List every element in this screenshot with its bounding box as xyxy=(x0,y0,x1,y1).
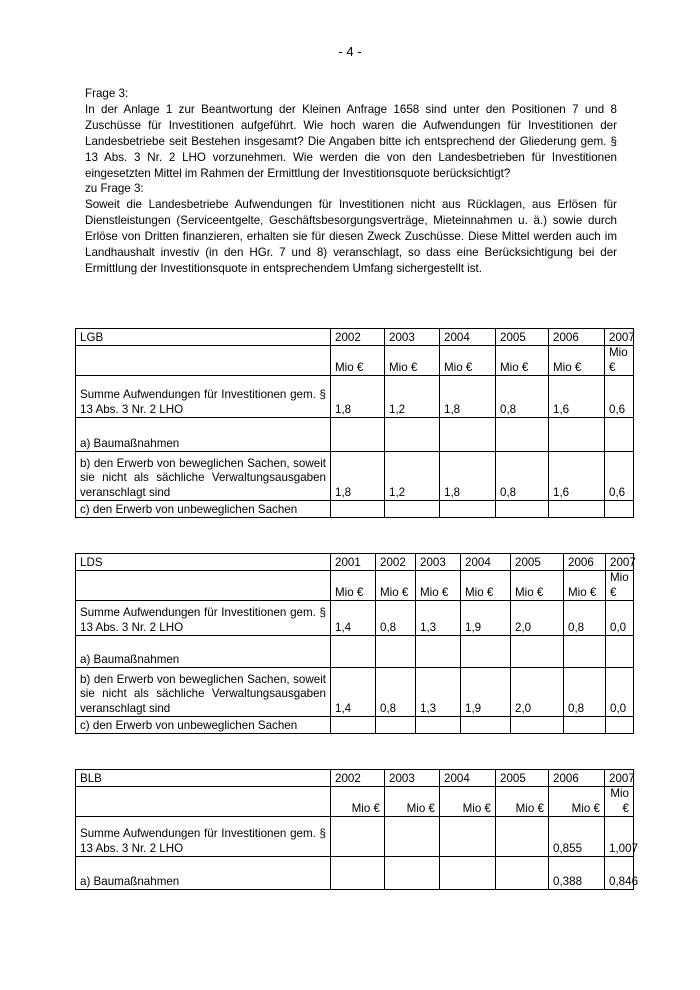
value-cell xyxy=(331,857,385,890)
row-label: b) den Erwerb von beweglichen Sachen, soweit sie nicht als sächliche Verwaltungsausgaben veranschlagt sind xyxy=(76,452,331,501)
row-label: c) den Erwerb von unbeweglichen Sachen xyxy=(76,717,331,734)
year-cell: 2002 xyxy=(376,554,416,571)
unit-cell: Mio € xyxy=(440,346,496,376)
value-cell xyxy=(496,501,549,518)
unit-cell: Mio € xyxy=(605,346,634,376)
table-title: LGB xyxy=(76,329,331,346)
year-cell: 2007 xyxy=(605,329,634,346)
value-cell: 1,9 xyxy=(461,601,511,636)
value-cell xyxy=(605,418,634,452)
unit-cell: Mio € xyxy=(385,787,440,817)
year-cell: 2003 xyxy=(385,329,440,346)
table-title: BLB xyxy=(76,770,331,787)
value-cell xyxy=(606,717,634,734)
answer-heading: zu Frage 3: xyxy=(85,182,144,196)
table-header-row xyxy=(76,329,634,346)
unit-row xyxy=(76,346,634,376)
value-cell xyxy=(440,501,496,518)
unit-cell: Mio € xyxy=(496,787,549,817)
table-header-row xyxy=(76,554,634,571)
value-cell xyxy=(331,717,376,734)
row-label: b) den Erwerb von beweglichen Sachen, soweit sie nicht als sächliche Verwaltungsausgaben veranschlagt sind xyxy=(76,668,331,717)
question-body: In der Anlage 1 zur Beantwortung der Kleinen Anfrage 1658 sind unter den Positionen 7 und 8 Zuschüsse für Investitionen aufgeführt. Wie hoch waren die Aufwendungen für Investitionen der Landesbetriebe seit Bestehen insgesamt? Die Angaben bitte ich entsprechend der Gliederung gem. § 13 Abs. 3 Nr. 2 LHO vorzunehmen. Wie werden die von den Landesbetrieben für Investitionen eingesetzten Mittel im Rahmen der Ermittlung der Investitionsquote berücksichtigt? xyxy=(85,102,617,180)
value-cell: 0,8 xyxy=(564,601,606,636)
value-cell: 1,8 xyxy=(440,452,496,501)
year-cell: 2005 xyxy=(496,770,549,787)
question-heading: Frage 3: xyxy=(85,87,129,100)
year-cell: 2001 xyxy=(331,554,376,571)
unit-cell: Mio € xyxy=(376,571,416,601)
value-cell xyxy=(440,857,496,890)
value-cell xyxy=(496,418,549,452)
table-row xyxy=(76,418,634,452)
year-cell: 2003 xyxy=(385,770,440,787)
unit-cell: Mio € xyxy=(440,787,496,817)
row-label: Summe Aufwendungen für Investitionen gem. § 13 Abs. 3 Nr. 2 LHO xyxy=(76,817,331,857)
value-cell xyxy=(385,817,440,857)
value-cell xyxy=(385,418,440,452)
value-cell: 0,6 xyxy=(605,376,634,418)
value-cell: 1,2 xyxy=(385,452,440,501)
value-cell xyxy=(606,636,634,668)
table-row xyxy=(76,717,634,734)
row-label: a) Baumaßnahmen xyxy=(76,636,331,668)
value-cell: 0,0 xyxy=(606,668,634,717)
row-label: c) den Erwerb von unbeweglichen Sachen xyxy=(76,501,331,518)
table-row xyxy=(76,452,634,501)
value-cell: 1,9 xyxy=(461,668,511,717)
year-cell: 2003 xyxy=(416,554,461,571)
table-row xyxy=(76,668,634,717)
value-cell xyxy=(564,636,606,668)
value-cell: 0,388 xyxy=(549,857,605,890)
value-cell: 1,8 xyxy=(331,376,385,418)
year-cell: 2002 xyxy=(331,329,385,346)
year-cell: 2004 xyxy=(461,554,511,571)
value-cell: 1,3 xyxy=(416,668,461,717)
table-title: LDS xyxy=(76,554,331,571)
value-cell: 0,8 xyxy=(496,376,549,418)
unit-cell: Mio € xyxy=(511,571,564,601)
unit-cell: Mio € xyxy=(605,787,634,817)
lgb-table xyxy=(75,328,634,518)
unit-cell: Mio € xyxy=(564,571,606,601)
value-cell: 1,6 xyxy=(549,452,605,501)
year-cell: 2002 xyxy=(331,770,385,787)
value-cell xyxy=(331,418,385,452)
value-cell xyxy=(605,501,634,518)
unit-cell: Mio € xyxy=(416,571,461,601)
page-number: - 4 - xyxy=(338,44,362,59)
year-cell: 2006 xyxy=(564,554,606,571)
year-cell: 2005 xyxy=(496,329,549,346)
value-cell: 0,855 xyxy=(549,817,605,857)
unit-cell: Mio € xyxy=(461,571,511,601)
value-cell xyxy=(511,717,564,734)
value-cell xyxy=(461,636,511,668)
value-cell xyxy=(331,636,376,668)
row-label: Summe Aufwendungen für Investitionen gem. § 13 Abs. 3 Nr. 2 LHO xyxy=(76,376,331,418)
unit-cell: Mio € xyxy=(606,571,634,601)
value-cell xyxy=(416,636,461,668)
value-cell: 1,8 xyxy=(331,452,385,501)
value-cell: 0,846 xyxy=(605,857,634,890)
value-cell: 1,8 xyxy=(440,376,496,418)
value-cell xyxy=(511,636,564,668)
value-cell xyxy=(376,717,416,734)
year-cell: 2006 xyxy=(549,770,605,787)
table-row xyxy=(76,636,634,668)
row-label: Summe Aufwendungen für Investitionen gem. § 13 Abs. 3 Nr. 2 LHO xyxy=(76,601,331,636)
value-cell xyxy=(549,418,605,452)
value-cell xyxy=(385,857,440,890)
table-row xyxy=(76,857,634,890)
value-cell xyxy=(416,717,461,734)
row-label: a) Baumaßnahmen xyxy=(76,857,331,890)
unit-cell: Mio € xyxy=(331,787,385,817)
value-cell xyxy=(564,717,606,734)
value-cell: 0,8 xyxy=(376,668,416,717)
table-row xyxy=(76,501,634,518)
value-cell: 2,0 xyxy=(511,601,564,636)
year-cell: 2004 xyxy=(440,329,496,346)
year-cell: 2005 xyxy=(511,554,564,571)
unit-row xyxy=(76,787,634,817)
value-cell: 0,6 xyxy=(605,452,634,501)
year-cell: 2007 xyxy=(606,554,634,571)
year-cell: 2006 xyxy=(549,329,605,346)
row-label: a) Baumaßnahmen xyxy=(76,418,331,452)
value-cell: 0,8 xyxy=(376,601,416,636)
table-header-row xyxy=(76,770,634,787)
value-cell xyxy=(376,636,416,668)
unit-cell: Mio € xyxy=(331,346,385,376)
value-cell xyxy=(440,817,496,857)
unit-cell: Mio € xyxy=(549,787,605,817)
value-cell: 1,3 xyxy=(416,601,461,636)
table-row xyxy=(76,376,634,418)
value-cell: 1,4 xyxy=(331,601,376,636)
value-cell xyxy=(440,418,496,452)
value-cell xyxy=(331,501,385,518)
answer-body: Soweit die Landesbetriebe Aufwendungen für Investitionen nicht aus Rücklagen, aus Erlösen für Dienstleistungen (Serviceentgelte, Geschäftsbesorgungsverträge, Mieteinnahmen u. ä.) sowie durch Erlöse von Dritten finanzieren, erhalten sie für diesen Zweck Zuschüsse. Diese Mittel werden auch im Landhaushalt investiv (in den HGr. 7 und 8) veranschlagt, so dass eine Berücksichtigung bei der Ermittlung der Investitionsquote in entsprechendem Umfang sichergestellt ist. xyxy=(85,198,617,275)
table-row xyxy=(76,601,634,636)
blb-table xyxy=(75,769,639,890)
question-answer-text xyxy=(85,86,617,277)
value-cell: 1,007 xyxy=(605,817,634,857)
value-cell xyxy=(496,817,549,857)
table-row xyxy=(76,817,634,857)
year-cell: 2004 xyxy=(440,770,496,787)
unit-cell: Mio € xyxy=(496,346,549,376)
year-cell: 2007 xyxy=(605,770,634,787)
value-cell xyxy=(385,501,440,518)
value-cell xyxy=(496,857,549,890)
lds-table xyxy=(75,553,634,734)
value-cell: 0,0 xyxy=(606,601,634,636)
value-cell xyxy=(461,717,511,734)
value-cell xyxy=(331,817,385,857)
value-cell: 0,8 xyxy=(496,452,549,501)
unit-row xyxy=(76,571,634,601)
unit-cell: Mio € xyxy=(385,346,440,376)
unit-cell: Mio € xyxy=(331,571,376,601)
value-cell: 1,4 xyxy=(331,668,376,717)
value-cell: 1,2 xyxy=(385,376,440,418)
value-cell xyxy=(549,501,605,518)
unit-cell: Mio € xyxy=(549,346,605,376)
value-cell: 2,0 xyxy=(511,668,564,717)
value-cell: 1,6 xyxy=(549,376,605,418)
value-cell: 0,8 xyxy=(564,668,606,717)
